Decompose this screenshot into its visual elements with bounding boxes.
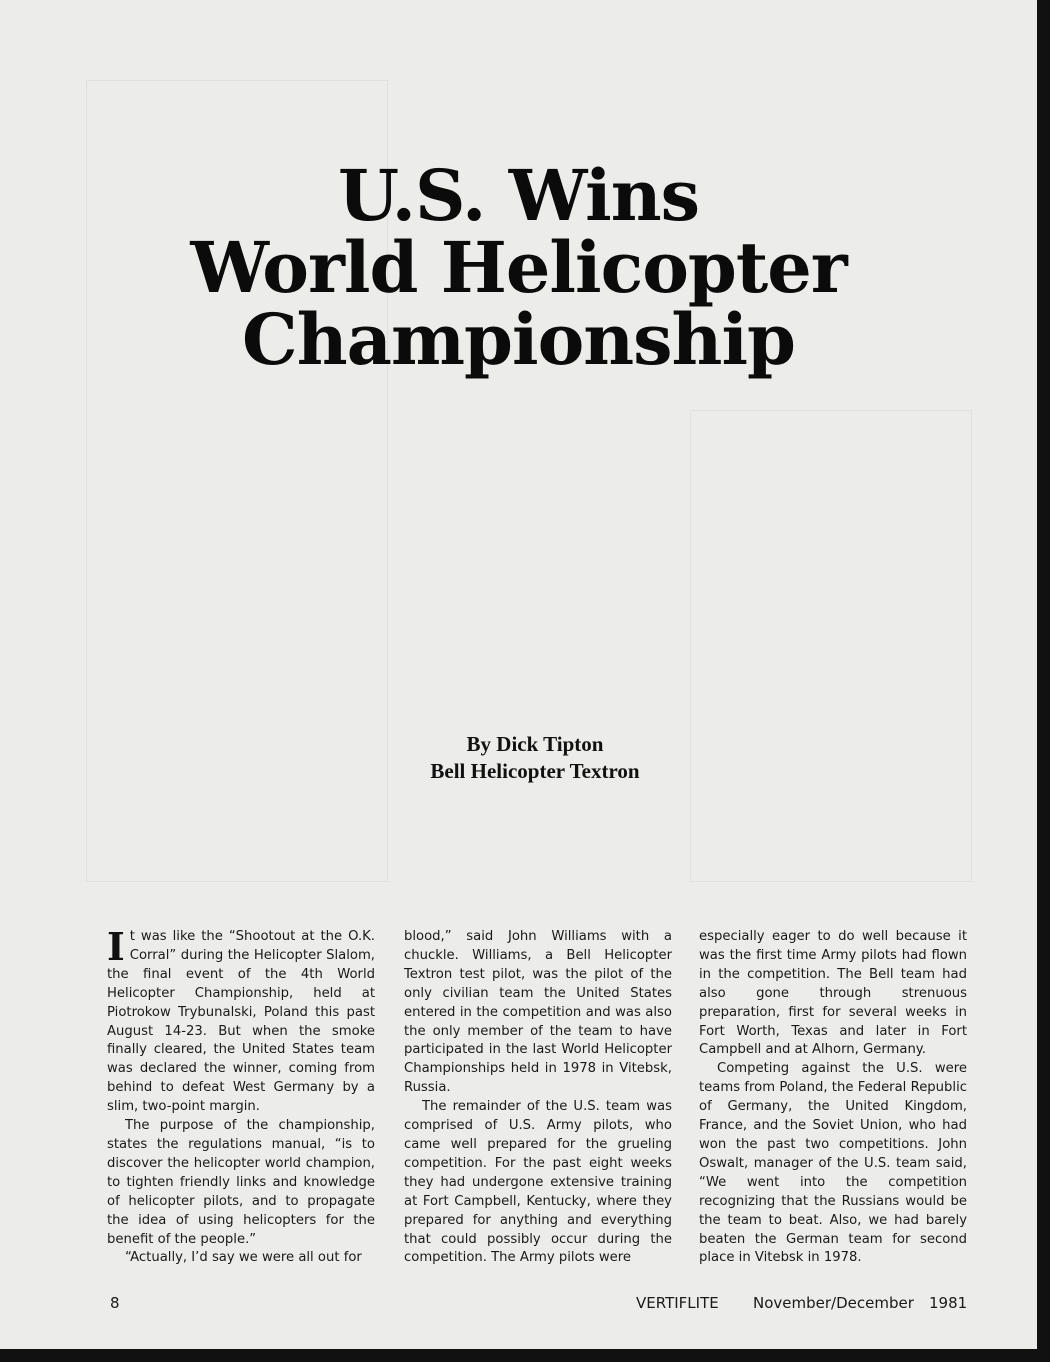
title-line-3: Championship — [242, 298, 795, 381]
byline-affiliation: Bell Helicopter Textron — [430, 759, 640, 783]
footer-year: 1981 — [929, 1294, 968, 1312]
article-column-3 — [699, 928, 967, 1268]
title-line-1: U.S. Wins — [337, 154, 700, 237]
byline — [0, 731, 1037, 785]
paragraph — [107, 924, 375, 1117]
paragraph: blood,” said John Williams with a chuckle. Williams, a Bell Helicopter Textron test pilot, was the pilot of the only civilian team the United States entered in the competition and was also the only member of the team to have participated in the last World Helicopter Championships held in 1978 in Vitebsk, Russia. — [404, 929, 672, 1096]
article-title — [0, 154, 1037, 381]
paragraph: The purpose of the championship, states the regulations manual, “is to discover the helicopter world champion, to tighten friendly links and knowledge of helicopter pilots, and to propagate the idea of using helicopters for the benefit of the people.” — [107, 1118, 375, 1247]
paragraph: Competing against the U.S. were teams from Poland, the Federal Republic of Germany, the United Kingdom, France, and the Soviet Union, who had won the past two competitions. John Oswalt, manager of the U.S. team said, “We went into the competition recognizing that the Russians would be the team to beat. Also, we had barely beaten the German team for second place in Vitebsk in 1978. — [699, 1061, 967, 1266]
drop-cap: I — [107, 924, 125, 969]
paragraph: “Actually, I’d say we were all out for — [125, 1250, 362, 1266]
article-column-1 — [107, 924, 375, 1268]
byline-author: By Dick Tipton — [466, 732, 604, 756]
paragraph: The remainder of the U.S. team was comprised of U.S. Army pilots, who came well prepared for the grueling competition. For the past eight weeks they had undergone extensive training at Fort Campbell, Kentucky, where they prepared for anything and everything that could possibly occur during the competition. The Army pilots were — [404, 1099, 672, 1266]
paragraph-text: t was like the “Shootout at the O.K. Corral” during the Helicopter Slalom, the final event of the 4th World Helicopter Championship, held at Piotrokow Trybunalski, Poland this past August 14-23. But when the smoke finally cleared, the United States team was declared the winner, coming from behind to defeat West Germany by a slim, two-point margin. — [107, 929, 375, 1115]
title-line-2: World Helicopter — [190, 226, 847, 309]
paragraph: especially eager to do well because it was the first time Army pilots had flown in the competition. The Bell team had also gone through strenuous preparation, first for several weeks in Fort Worth, Texas and later in Fort Campbell and at Alhorn, Germany. — [699, 929, 967, 1058]
footer-publication: VERTIFLITE — [636, 1294, 719, 1312]
page-number: 8 — [110, 1294, 120, 1312]
article-column-2 — [404, 928, 672, 1268]
footer-issue: November/December — [753, 1294, 914, 1312]
show-through-shadow — [690, 410, 972, 882]
